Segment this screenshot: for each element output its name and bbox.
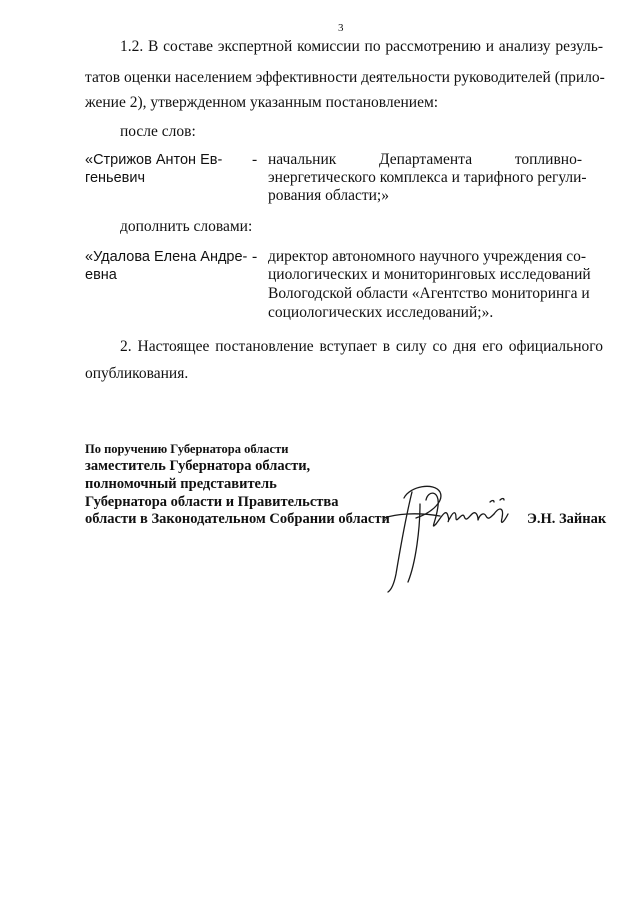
- signature-line-5: области в Законодательном Собрании области: [85, 511, 390, 527]
- paragraph-2-line-1: 2. Настоящее постановление вступает в силу со дня его официального: [120, 338, 603, 355]
- entry-old-name-line-2: геньевич: [85, 170, 146, 186]
- entry-new-position-line-1: директор автономного научного учреждения со-: [268, 248, 587, 265]
- paragraph-2-line-2: опубликования.: [85, 365, 189, 382]
- entry-old-name-line-1: «Стрижов Антон Ев-: [85, 152, 223, 168]
- entry-old-position-line-2: энергетического комплекса и тарифного регули-: [268, 169, 587, 186]
- entry-old-position-line-3: рования области;»: [268, 187, 389, 204]
- entry-new-name-line-2: евна: [85, 267, 117, 283]
- signer-name: Э.Н. Зайнак: [527, 511, 607, 527]
- paragraph-1-2-line-1: 1.2. В составе экспертной комиссии по рассмотрению и анализу резуль-: [120, 38, 603, 55]
- entry-new-name-line-1: «Удалова Елена Андре-: [85, 249, 248, 265]
- entry-old-dash: -: [252, 151, 258, 168]
- add-words-text: дополнить словами:: [120, 218, 253, 235]
- entry-new-dash: -: [252, 248, 258, 265]
- signature-line-4: Губернатора области и Правительства: [85, 494, 339, 510]
- signature-line-3: полномочный представитель: [85, 476, 277, 492]
- entry-old-position-line-1: начальник Департамента топливно-: [268, 151, 582, 168]
- entry-new-position-line-2: циологических и мониторинговых исследований: [268, 266, 591, 283]
- entry-new-position-line-4: социологических исследований;».: [268, 304, 494, 321]
- signature-line-2: заместитель Губернатора области,: [85, 458, 311, 474]
- paragraph-1-2-line-2: татов оценки населением эффективности деятельности руководителей (прило-: [85, 69, 605, 86]
- signature-line-1: По поручению Губернатора области: [85, 442, 289, 456]
- after-words-text: после слов:: [120, 123, 196, 140]
- handwritten-signature: [376, 478, 518, 596]
- paragraph-1-2-line-3: жение 2), утвержденном указанным постановлением:: [85, 94, 439, 111]
- entry-new-position-line-3: Вологодской области «Агентство мониторинга и: [268, 285, 590, 302]
- page-number: 3: [338, 22, 344, 34]
